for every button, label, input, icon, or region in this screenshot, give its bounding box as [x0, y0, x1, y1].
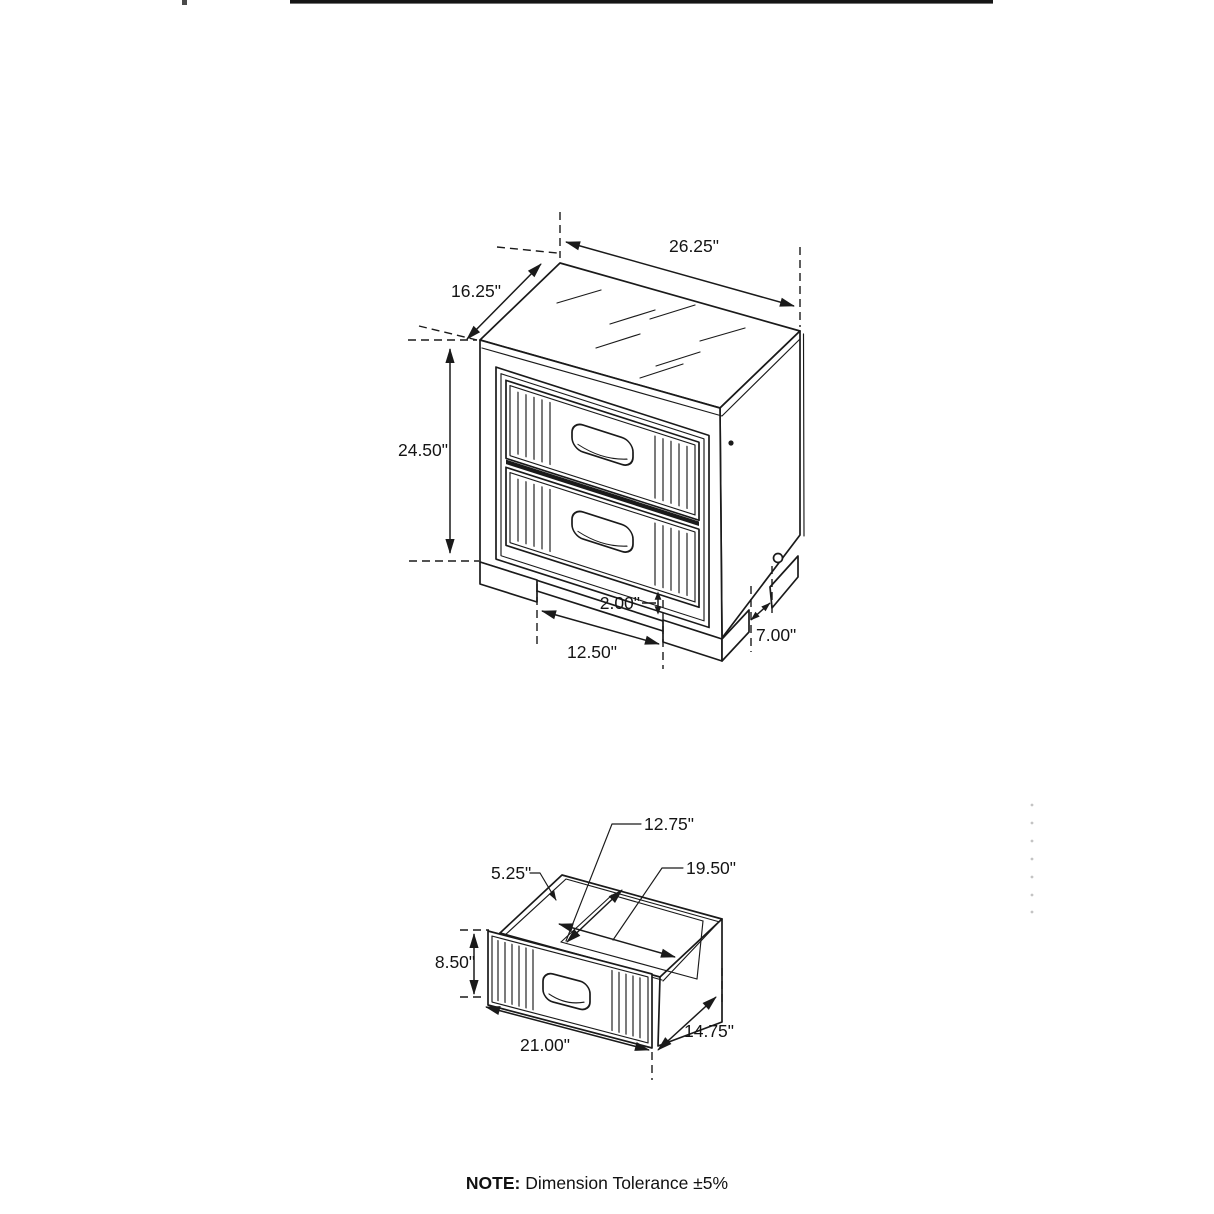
- dim-label-height: 24.50": [397, 440, 449, 460]
- dim-label-drawer-depth: 14.75": [684, 1021, 735, 1041]
- dim-label-drawer-width: 21.00": [519, 1035, 571, 1055]
- dim-label-interior-width: 19.50": [686, 858, 737, 878]
- side-edge-double-line: [804, 334, 805, 536]
- dim-label-side-leg-depth: 7.00": [756, 625, 797, 645]
- dim-label-base-recess-width: 12.50": [566, 642, 618, 662]
- top-left-speck: [182, 0, 187, 5]
- dim-label-width: 26.25": [668, 236, 720, 256]
- dim-drawer-interior-depth: [566, 814, 694, 942]
- nightstand-isometric-view: [480, 263, 804, 661]
- dim-nightstand-height: [398, 340, 479, 561]
- dim-label-front-height: 8.50": [434, 952, 476, 972]
- dim-label-interior-height: 5.25": [491, 863, 532, 883]
- tolerance-note: [466, 1173, 728, 1193]
- dim-drawer-front-height: [435, 930, 489, 997]
- dim-label-depth: 16.25": [450, 281, 502, 301]
- scan-artifact-dots: [1031, 804, 1034, 914]
- note-text: Dimension Tolerance ±5%: [520, 1173, 729, 1193]
- drawer-front-panel: [488, 931, 652, 1048]
- dim-label-interior-depth: 12.75": [644, 814, 695, 834]
- back-foot-detail: [774, 554, 783, 563]
- side-panel-knot-dot: [728, 440, 733, 445]
- dim-drawer-interior-height: [491, 863, 556, 900]
- top-border-remnant: [290, 0, 993, 4]
- note-label: NOTE:: [465, 1173, 521, 1193]
- dim-label-base-height: 2.00": [599, 593, 640, 613]
